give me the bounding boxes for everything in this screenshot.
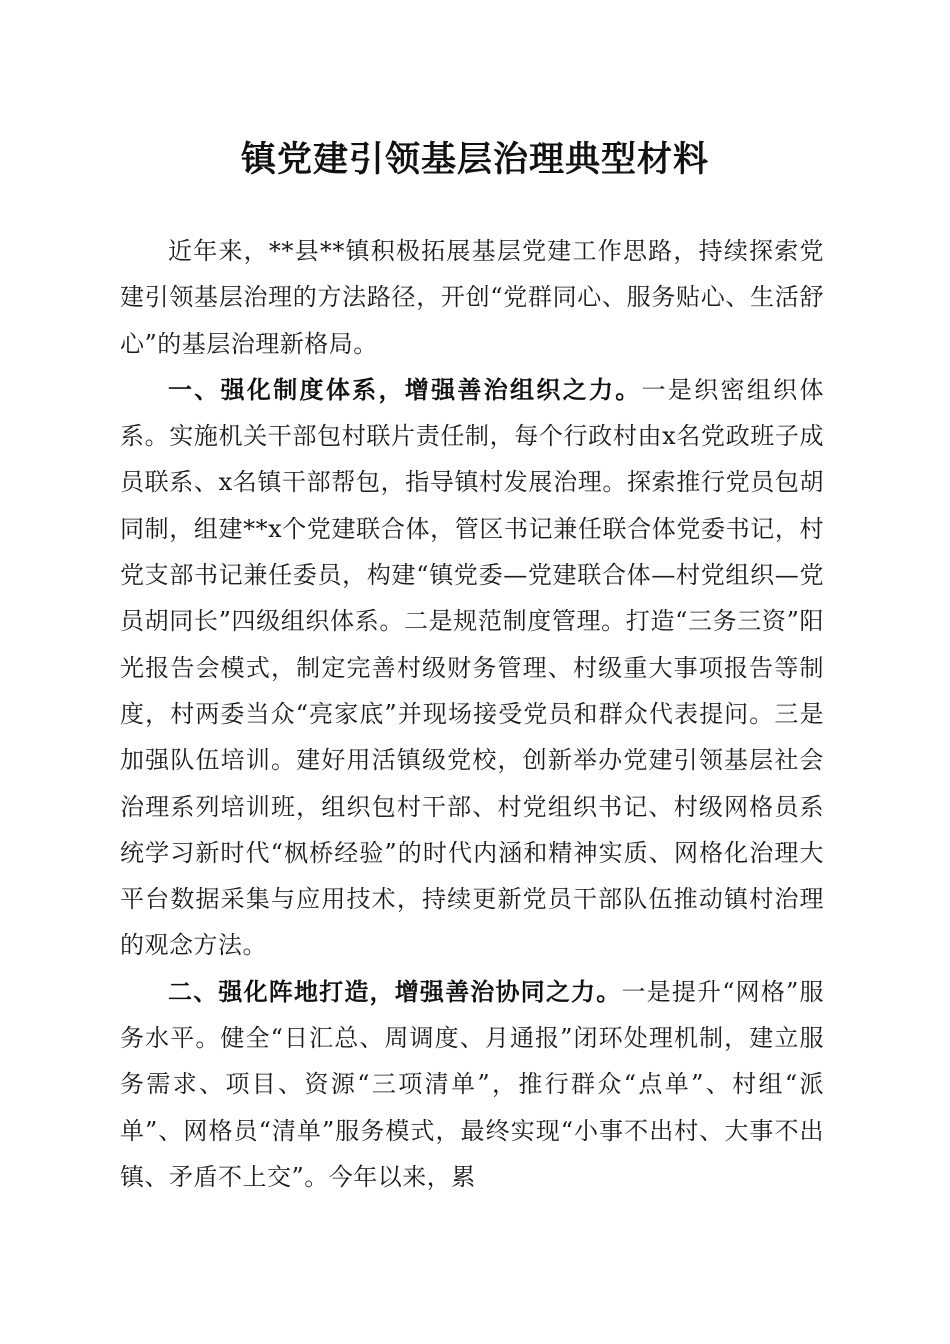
intro-paragraph bbox=[120, 228, 824, 367]
paragraph-text: 近年来，**县**镇积极拓展基层党建工作思路，持续探索党建引领基层治理的方法路径，开创“党群同心、服务贴心、生活舒心”的基层治理新格局。 bbox=[120, 237, 824, 358]
section-two-heading: 二、强化阵地打造，增强善治协同之力。 bbox=[168, 977, 622, 1006]
document-title: 镇党建引领基层治理典型材料 bbox=[240, 139, 709, 180]
paragraph-text: 一是提升“网格”服务水平。健全“日汇总、周调度、月通报”闭环处理机制，建立服务需求、项目、资源“三项清单”，推行群众“点单”、村组“派单”、网格员“清单”服务模式，最终实现“小事不出村、大事不出镇、矛盾不上交”。今年以来，累 bbox=[120, 977, 825, 1191]
paragraph-text: 一是织密组织体系。实施机关干部包村联片责任制，每个行政村由x名党政班子成员联系、x名镇干部帮包，指导镇村发展治理。探索推行党员包胡同制，组建**x个党建联合体，管区书记兼任联合体党委书记，村党支部书记兼任委员，构建“镇党委—党建联合体—村党组织—党员胡同长”四级组织体系。二是规范制度管理。打造“三务三资”阳光报告会模式，制定完善村级财务管理、村级重大事项报告等制度，村两委当众“亮家底”并现场接受党员和群众代表提问。三是加强队伍培训。建好用活镇级党校，创新举办党建引领基层社会治理系列培训班，组织包村干部、村党组织书记、村级网格员系统学习新时代“枫桥经验”的时代内涵和精神实质、网格化治理大平台数据采集与应用技术，持续更新党员干部队伍推动镇村治理的观念方法。 bbox=[120, 375, 824, 960]
section-one-paragraph bbox=[120, 367, 824, 969]
section-two-paragraph bbox=[120, 969, 824, 1200]
document-body bbox=[120, 228, 824, 1200]
section-one-heading: 一、强化制度体系，增强善治组织之力。 bbox=[168, 375, 642, 404]
